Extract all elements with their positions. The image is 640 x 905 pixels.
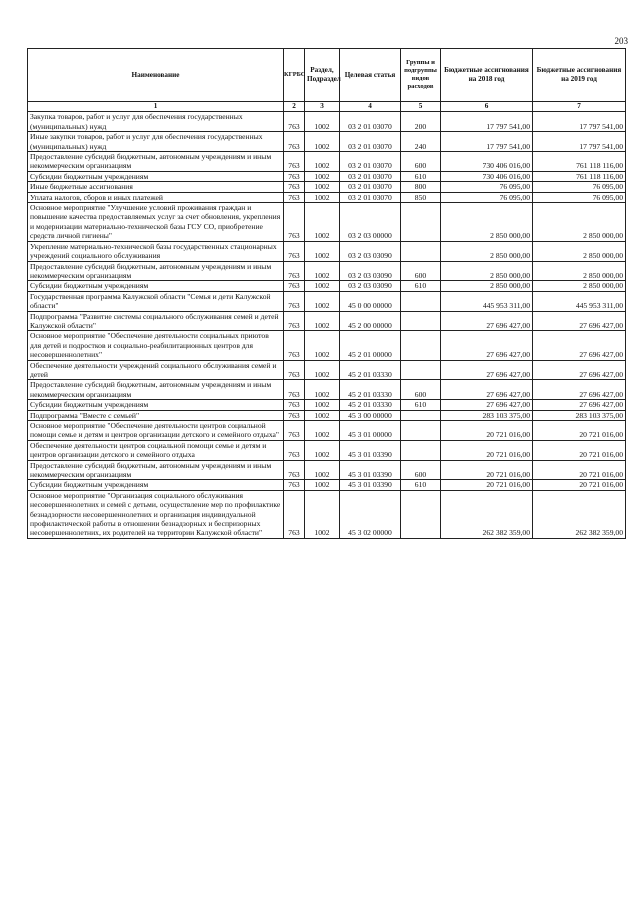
cell-2018: 262 382 359,00 <box>441 490 533 538</box>
cell-target: 45 2 01 03330 <box>340 380 401 400</box>
cell-group <box>401 291 441 311</box>
cell-target: 03 2 03 03090 <box>340 281 401 291</box>
cell-2018: 27 696 427,00 <box>441 360 533 380</box>
cell-kgrbs: 763 <box>284 291 305 311</box>
cell-name: Обеспечение деятельности центров социальной помощи семье и детям и центров организации детского и семейного отдыха <box>28 440 284 460</box>
column-numbers-row <box>28 102 626 112</box>
cell-2018: 27 696 427,00 <box>441 400 533 410</box>
cell-kgrbs: 763 <box>284 440 305 460</box>
cell-name: Иные бюджетные ассигнования <box>28 182 284 192</box>
cell-name: Обеспечение деятельности учреждений социального обслуживания семей и детей <box>28 360 284 380</box>
cell-target: 45 2 01 00000 <box>340 331 401 360</box>
cell-target: 03 2 03 00000 <box>340 203 401 242</box>
cell-section: 1002 <box>305 203 340 242</box>
table-row <box>28 311 626 331</box>
cell-2018: 27 696 427,00 <box>441 331 533 360</box>
cell-2019: 283 103 375,00 <box>533 410 626 420</box>
cell-name: Предоставление субсидий бюджетным, автономным учреждениям и иным некоммерческим организациям <box>28 460 284 480</box>
cell-2018: 17 797 541,00 <box>441 132 533 152</box>
cell-2019: 761 118 116,00 <box>533 152 626 172</box>
table-row <box>28 480 626 490</box>
header-2019: Бюджетные ассигнования на 2019 год <box>533 49 626 102</box>
cell-section: 1002 <box>305 490 340 538</box>
table-row <box>28 152 626 172</box>
cell-2019: 2 850 000,00 <box>533 261 626 281</box>
cell-target: 03 2 01 03070 <box>340 112 401 132</box>
cell-group <box>401 490 441 538</box>
cell-kgrbs: 763 <box>284 203 305 242</box>
cell-2018: 20 721 016,00 <box>441 440 533 460</box>
cell-target: 45 3 01 03390 <box>340 440 401 460</box>
cell-2019: 27 696 427,00 <box>533 311 626 331</box>
table-row <box>28 281 626 291</box>
cell-kgrbs: 763 <box>284 360 305 380</box>
cell-section: 1002 <box>305 480 340 490</box>
table-row <box>28 410 626 420</box>
cell-name: Государственная программа Калужской области "Семья и дети Калужской области" <box>28 291 284 311</box>
cell-kgrbs: 763 <box>284 261 305 281</box>
cell-2018: 76 095,00 <box>441 182 533 192</box>
cell-2019: 2 850 000,00 <box>533 241 626 261</box>
header-row <box>28 49 626 102</box>
cell-section: 1002 <box>305 311 340 331</box>
cell-group <box>401 241 441 261</box>
cell-group <box>401 440 441 460</box>
cell-group: 600 <box>401 380 441 400</box>
cell-section: 1002 <box>305 152 340 172</box>
cell-section: 1002 <box>305 291 340 311</box>
table-row <box>28 112 626 132</box>
cell-name: Субсидии бюджетным учреждениям <box>28 400 284 410</box>
header-group: Группы и подгруппы видов расходов <box>401 49 441 102</box>
cell-2019: 17 797 541,00 <box>533 132 626 152</box>
column-number: 4 <box>340 102 401 112</box>
cell-name: Подпрограмма "Развитие системы социального обслуживания семей и детей Калужской области" <box>28 311 284 331</box>
cell-name: Предоставление субсидий бюджетным, автономным учреждениям и иным некоммерческим организациям <box>28 261 284 281</box>
cell-2018: 2 850 000,00 <box>441 261 533 281</box>
cell-2019: 2 850 000,00 <box>533 203 626 242</box>
cell-2019: 761 118 116,00 <box>533 171 626 181</box>
table-row <box>28 331 626 360</box>
cell-section: 1002 <box>305 380 340 400</box>
cell-2019: 20 721 016,00 <box>533 480 626 490</box>
cell-2018: 2 850 000,00 <box>441 203 533 242</box>
header-kgrbs: КГРБС <box>284 49 305 102</box>
table-row <box>28 440 626 460</box>
cell-target: 03 2 01 03070 <box>340 192 401 202</box>
header-name: Наименование <box>28 49 284 102</box>
cell-kgrbs: 763 <box>284 331 305 360</box>
budget-table <box>27 48 626 539</box>
cell-section: 1002 <box>305 440 340 460</box>
column-number: 5 <box>401 102 441 112</box>
cell-group: 850 <box>401 192 441 202</box>
cell-2018: 730 406 016,00 <box>441 152 533 172</box>
cell-kgrbs: 763 <box>284 460 305 480</box>
cell-name: Основное мероприятие "Обеспечение деятельности социальных приютов для детей и подростков и социально-реабилитационных центров для несовершеннолетних" <box>28 331 284 360</box>
cell-target: 45 2 01 03330 <box>340 360 401 380</box>
cell-section: 1002 <box>305 261 340 281</box>
cell-target: 03 2 01 03070 <box>340 132 401 152</box>
cell-name: Подпрограмма "Вместе с семьей" <box>28 410 284 420</box>
cell-section: 1002 <box>305 171 340 181</box>
cell-2018: 283 103 375,00 <box>441 410 533 420</box>
table-row <box>28 460 626 480</box>
cell-section: 1002 <box>305 132 340 152</box>
table-row <box>28 171 626 181</box>
cell-target: 45 0 00 00000 <box>340 291 401 311</box>
cell-kgrbs: 763 <box>284 152 305 172</box>
cell-group: 600 <box>401 152 441 172</box>
cell-group <box>401 311 441 331</box>
table-row <box>28 182 626 192</box>
cell-2018: 20 721 016,00 <box>441 460 533 480</box>
table-row <box>28 192 626 202</box>
cell-target: 45 3 00 00000 <box>340 410 401 420</box>
header-2018: Бюджетные ассигнования на 2018 год <box>441 49 533 102</box>
table-row <box>28 380 626 400</box>
cell-2019: 27 696 427,00 <box>533 331 626 360</box>
cell-2019: 20 721 016,00 <box>533 440 626 460</box>
cell-section: 1002 <box>305 182 340 192</box>
cell-2019: 17 797 541,00 <box>533 112 626 132</box>
cell-kgrbs: 763 <box>284 241 305 261</box>
cell-group: 610 <box>401 281 441 291</box>
cell-2018: 76 095,00 <box>441 192 533 202</box>
column-number: 3 <box>305 102 340 112</box>
header-section: Раздел, Подраздел <box>305 49 340 102</box>
column-number: 2 <box>284 102 305 112</box>
cell-target: 45 2 00 00000 <box>340 311 401 331</box>
column-number: 1 <box>28 102 284 112</box>
table-row <box>28 132 626 152</box>
cell-target: 45 2 01 03330 <box>340 400 401 410</box>
header-target: Целевая статья <box>340 49 401 102</box>
cell-name: Закупка товаров, работ и услуг для обеспечения государственных (муниципальных) нужд <box>28 112 284 132</box>
cell-2018: 20 721 016,00 <box>441 480 533 490</box>
cell-section: 1002 <box>305 112 340 132</box>
cell-group: 200 <box>401 112 441 132</box>
cell-2019: 20 721 016,00 <box>533 460 626 480</box>
cell-section: 1002 <box>305 460 340 480</box>
cell-section: 1002 <box>305 421 340 441</box>
cell-name: Иные закупки товаров, работ и услуг для обеспечения государственных (муниципальных) нужд <box>28 132 284 152</box>
cell-section: 1002 <box>305 400 340 410</box>
cell-2019: 262 382 359,00 <box>533 490 626 538</box>
cell-section: 1002 <box>305 410 340 420</box>
cell-2018: 2 850 000,00 <box>441 241 533 261</box>
cell-kgrbs: 763 <box>284 421 305 441</box>
cell-2018: 27 696 427,00 <box>441 311 533 331</box>
table-row <box>28 360 626 380</box>
cell-name: Уплата налогов, сборов и иных платежей <box>28 192 284 202</box>
table-row <box>28 291 626 311</box>
cell-2019: 27 696 427,00 <box>533 360 626 380</box>
cell-section: 1002 <box>305 192 340 202</box>
cell-kgrbs: 763 <box>284 192 305 202</box>
cell-kgrbs: 763 <box>284 410 305 420</box>
cell-target: 03 2 01 03070 <box>340 182 401 192</box>
cell-group: 600 <box>401 261 441 281</box>
cell-2019: 76 095,00 <box>533 192 626 202</box>
cell-target: 03 2 03 03090 <box>340 261 401 281</box>
cell-target: 45 3 01 03390 <box>340 460 401 480</box>
cell-2018: 27 696 427,00 <box>441 380 533 400</box>
cell-kgrbs: 763 <box>284 182 305 192</box>
cell-2019: 2 850 000,00 <box>533 281 626 291</box>
cell-section: 1002 <box>305 281 340 291</box>
table-row <box>28 241 626 261</box>
table-row <box>28 421 626 441</box>
cell-2019: 445 953 311,00 <box>533 291 626 311</box>
cell-name: Укрепление материально-технической базы государственных стационарных учреждений социального обслуживания <box>28 241 284 261</box>
cell-name: Основное мероприятие "Организация социального обслуживания несовершеннолетних и семей с детьми, осуществление мер по профилактике безнадзорности несовершеннолетних и организация индивидуальной профилактической работы в отношении безнадзорных и беспризорных несовершеннолетних, их родителей на территории Калужской области" <box>28 490 284 538</box>
cell-section: 1002 <box>305 241 340 261</box>
cell-2019: 20 721 016,00 <box>533 421 626 441</box>
cell-group <box>401 203 441 242</box>
cell-kgrbs: 763 <box>284 112 305 132</box>
cell-target: 03 2 03 03090 <box>340 241 401 261</box>
cell-2019: 27 696 427,00 <box>533 380 626 400</box>
column-number: 7 <box>533 102 626 112</box>
cell-section: 1002 <box>305 331 340 360</box>
column-number: 6 <box>441 102 533 112</box>
cell-group: 800 <box>401 182 441 192</box>
cell-kgrbs: 763 <box>284 490 305 538</box>
page-number: 203 <box>614 36 628 46</box>
cell-kgrbs: 763 <box>284 281 305 291</box>
cell-group <box>401 410 441 420</box>
cell-target: 03 2 01 03070 <box>340 152 401 172</box>
cell-target: 45 3 01 00000 <box>340 421 401 441</box>
cell-section: 1002 <box>305 360 340 380</box>
cell-2018: 730 406 016,00 <box>441 171 533 181</box>
cell-2018: 445 953 311,00 <box>441 291 533 311</box>
cell-target: 45 3 01 03390 <box>340 480 401 490</box>
cell-group <box>401 360 441 380</box>
cell-target: 03 2 01 03070 <box>340 171 401 181</box>
cell-2018: 20 721 016,00 <box>441 421 533 441</box>
cell-name: Субсидии бюджетным учреждениям <box>28 480 284 490</box>
table-row <box>28 490 626 538</box>
cell-target: 45 3 02 00000 <box>340 490 401 538</box>
table-row <box>28 400 626 410</box>
cell-name: Основное мероприятие "Обеспечение деятельности центров социальной помощи семье и детям и центров организации детского и семейного отдыха" <box>28 421 284 441</box>
table-row <box>28 203 626 242</box>
cell-group: 600 <box>401 460 441 480</box>
cell-kgrbs: 763 <box>284 311 305 331</box>
cell-group: 240 <box>401 132 441 152</box>
cell-name: Предоставление субсидий бюджетным, автономным учреждениям и иным некоммерческим организациям <box>28 152 284 172</box>
table-row <box>28 261 626 281</box>
cell-group: 610 <box>401 400 441 410</box>
cell-2018: 2 850 000,00 <box>441 281 533 291</box>
cell-kgrbs: 763 <box>284 480 305 490</box>
cell-kgrbs: 763 <box>284 400 305 410</box>
cell-2019: 27 696 427,00 <box>533 400 626 410</box>
cell-name: Основное мероприятие "Улучшение условий проживания граждан и повышение качества предоставляемых услуг за счет обновления, укрепления и модернизации материально-технической базы ГСУ СО, приобретение средств личной гигиены" <box>28 203 284 242</box>
cell-name: Субсидии бюджетным учреждениям <box>28 171 284 181</box>
cell-2018: 17 797 541,00 <box>441 112 533 132</box>
cell-group: 610 <box>401 171 441 181</box>
cell-name: Субсидии бюджетным учреждениям <box>28 281 284 291</box>
cell-kgrbs: 763 <box>284 171 305 181</box>
cell-group: 610 <box>401 480 441 490</box>
cell-group <box>401 331 441 360</box>
cell-kgrbs: 763 <box>284 380 305 400</box>
cell-2019: 76 095,00 <box>533 182 626 192</box>
cell-kgrbs: 763 <box>284 132 305 152</box>
cell-name: Предоставление субсидий бюджетным, автономным учреждениям и иным некоммерческим организациям <box>28 380 284 400</box>
cell-group <box>401 421 441 441</box>
